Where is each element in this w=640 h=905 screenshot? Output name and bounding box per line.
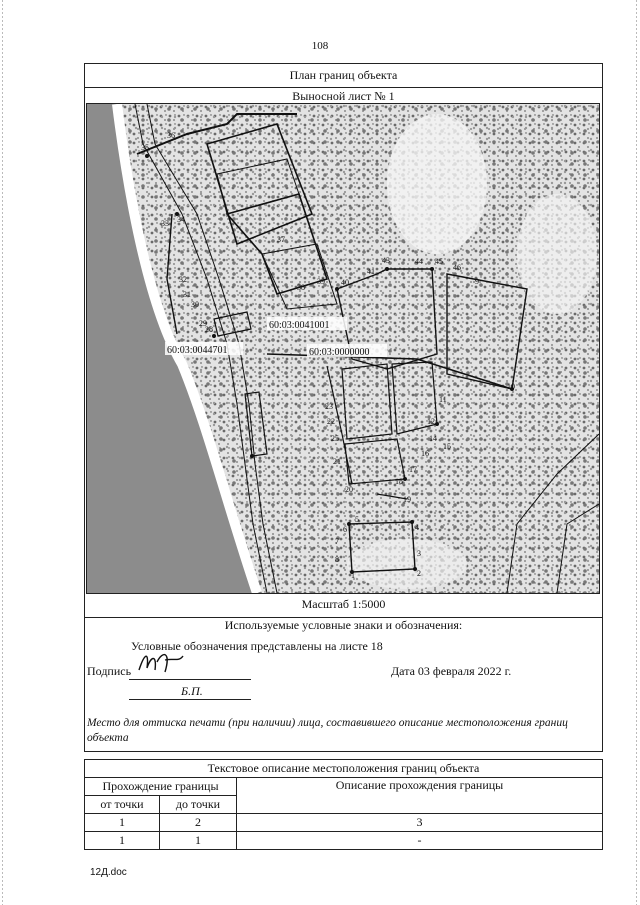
table-row [85,832,603,850]
point-label: 38 [297,283,305,292]
date-text: Дата 03 февраля 2022 г. [391,664,512,678]
signature-label: Подпись [87,664,132,678]
point-label: 3 [417,549,421,558]
point-label: 8 [335,555,339,564]
group-header: Прохождение границы [85,778,237,796]
parcel-label: 60:03:0044701 [167,345,228,356]
legend-title: Используемые условные знаки и обозначения: [224,618,463,632]
signature-line [129,679,251,680]
plan-title: План границ объекта [289,68,398,82]
point-label: 23 [325,402,333,411]
scan-edge-right [636,0,637,905]
scan-edge-left [2,0,3,905]
point-label: 1 [351,571,355,580]
point-label: 46 [453,263,461,272]
sheet-title: Выносной лист № 1 [292,89,395,103]
point-label: 43 [382,256,390,265]
point-label: 37 [277,235,285,244]
point-label: 5 [355,515,359,524]
parcel-label: 60:03:0041001 [269,320,330,331]
divider [85,87,602,88]
point-label: 22 [327,417,335,426]
desc-header: Описание прохождения границы [237,778,603,814]
point-label: 28 [205,325,213,334]
point-label: 20 [345,485,353,494]
point-label: 4 [415,523,419,532]
point-label: 19 [403,495,411,504]
point-label: 10 [507,382,515,391]
cell-to: 2 [160,814,237,832]
point-label: 40 [341,278,349,287]
signature-initials: Б.П. [181,684,203,698]
point-label: 14 [429,434,437,443]
clear-area [347,539,467,589]
map-drawing [87,104,599,593]
cell-desc: - [237,832,603,850]
legend-text: Условные обозначения представлены на листе 18 [131,639,383,653]
cell-from: 1 [85,814,160,832]
point-label: 6 [343,525,347,534]
table-row [85,814,603,832]
point-label: 41 [367,267,375,276]
signature-mark-icon [135,648,187,678]
clear-area [387,114,487,254]
point-label: 18 [395,477,403,486]
point-label: 2 [417,569,421,578]
point-label: 39 [317,277,325,286]
footer-filename: 12Д.doc [90,867,127,878]
point-label: 36 [167,131,175,140]
point-label: 12 [427,417,435,426]
point-label: 15 [443,442,451,451]
scale-label: Масштаб 1:5000 [301,597,386,611]
point-label: 11 [439,395,447,404]
point-label: 17 [409,465,417,474]
boundary-description-table [84,759,603,850]
point-label: 25 [331,434,339,443]
point-label: 45 [435,257,443,266]
point-label: 35 [141,143,149,152]
point-label: 7 [335,537,339,546]
cell-to: 1 [160,832,237,850]
point-label: 31 [183,290,191,299]
parcel-label: 60:03:0000000 [309,347,370,358]
cell-desc: 3 [237,814,603,832]
cell-from: 1 [85,832,160,850]
point-label: 44 [415,257,423,266]
table-title: Текстовое описание местоположения границ объекта [85,760,603,778]
from-header: от точки [85,796,160,814]
initials-line [129,699,251,700]
point-label: 29 [199,319,207,328]
to-header: до точки [160,796,237,814]
stamp-note: Место для оттиска печати (при наличии) лица, составившего описание местоположения границ объекта [87,717,568,744]
point-label: 34 [177,215,185,224]
point-label: 9 [475,277,479,286]
boundary-map [86,103,600,594]
point-label: 33 [161,219,169,228]
point-label: 16 [421,449,429,458]
point-label: 32 [179,275,187,284]
page-number: 108 [311,40,329,52]
point-label: 30 [191,300,199,309]
point-label: 21 [333,457,341,466]
clear-area [517,194,597,314]
